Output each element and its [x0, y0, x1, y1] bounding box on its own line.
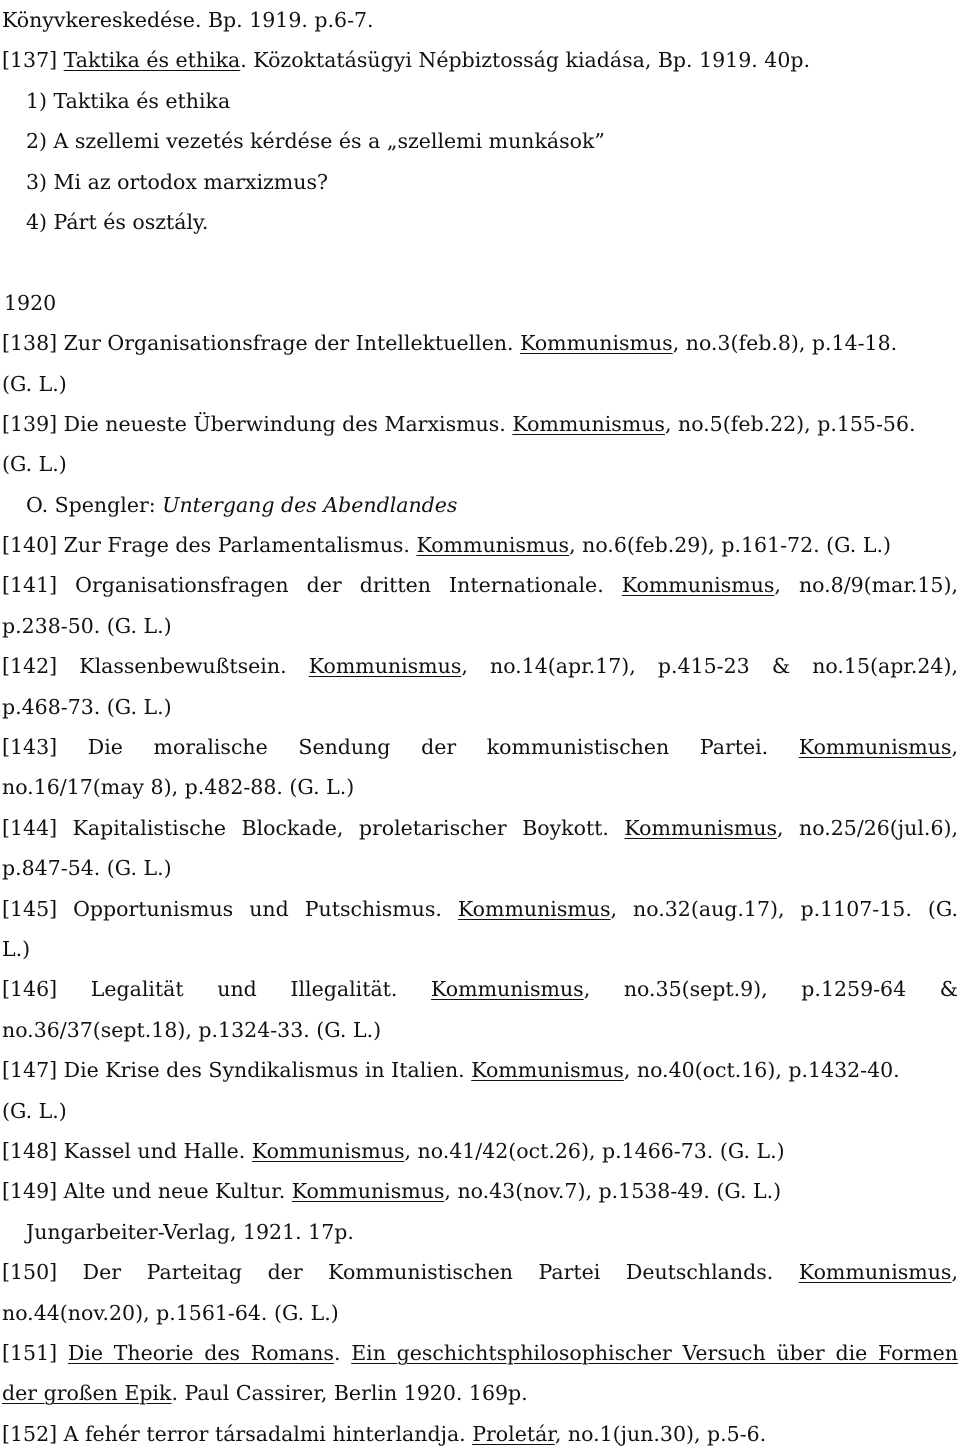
entry-continuation: no.16/17(may 8), p.482-88. (G. L.)	[2, 775, 355, 800]
journal-title: Kommunismus	[520, 331, 673, 356]
entry-continuation: Könyvkereskedése. Bp. 1919. p.6-7.	[2, 8, 374, 32]
journal-title: Kommunismus	[251, 1138, 405, 1163]
journal-title: Kommunismus	[457, 896, 611, 921]
book-subtitle: der großen Epik	[2, 1381, 172, 1406]
entry-continuation: no.36/37(sept.18), p.1324-33. (G. L.)	[2, 1017, 382, 1042]
journal-title: Proletár	[472, 1421, 555, 1446]
book-title: Untergang des Abendlandes	[162, 492, 458, 517]
journal-title: Kommunismus	[291, 1179, 445, 1204]
entry-continuation: L.)	[2, 936, 31, 961]
book-title: Die Theorie des Romans	[67, 1340, 334, 1365]
contents-item: 4) Párt és osztály.	[26, 209, 209, 234]
entry-139: [139] Die neueste Überwindung des Marxismus. Kommunismus, no.5(feb.22), p.155-56.	[2, 411, 916, 436]
entry-continuation: p.468-73. (G. L.)	[2, 694, 172, 719]
contents-item: 2) A szellemi vezetés kérdése és a „szellemi munkások”	[26, 129, 605, 154]
entry-148: [148] Kassel und Halle. Kommunismus, no.41/42(oct.26), p.1466-73. (G. L.)	[2, 1138, 785, 1163]
entry-translator: (G. L.)	[2, 452, 67, 477]
contents-item: 3) Mi az ortodox marxizmus?	[26, 169, 328, 194]
journal-title: Kommunismus	[798, 735, 952, 760]
journal-title: Kommunismus	[512, 411, 665, 436]
entry-continuation: p.847-54. (G. L.)	[2, 856, 172, 881]
title-link: Taktika és ethika	[63, 48, 241, 73]
spacer	[2, 242, 958, 282]
entry-143: [143] Die moralische Sendung der kommunistischen Partei. Kommunismus,	[2, 735, 958, 760]
journal-title: Kommunismus	[431, 977, 584, 1002]
entry-137: [137] Taktika és ethika. Közoktatásügyi Népbiztosság kiadása, Bp. 1919. 40p.	[2, 48, 811, 73]
journal-title: Kommunismus	[621, 573, 775, 598]
year-heading: 1920	[4, 290, 57, 315]
entry-note: O. Spengler: Untergang des Abendlandes	[26, 492, 458, 517]
book-subtitle: Ein geschichtsphilosophischer Versuch über die Formen	[351, 1340, 958, 1365]
entry-146: [146] Legalität und Illegalität. Kommunismus, no.35(sept.9), p.1259-64 &	[2, 977, 958, 1002]
entry-151: [151] Die Theorie des Romans. Ein geschichtsphilosophischer Versuch über die Formen	[2, 1340, 958, 1365]
journal-title: Kommunismus	[624, 815, 778, 840]
entry-142: [142] Klassenbewußtsein. Kommunismus, no.14(apr.17), p.415-23 & no.15(apr.24),	[2, 654, 958, 679]
journal-title: Kommunismus	[798, 1260, 952, 1285]
entry-149: [149] Alte und neue Kultur. Kommunismus, no.43(nov.7), p.1538-49. (G. L.)	[2, 1179, 782, 1204]
contents-item: 1) Taktika és ethika	[26, 88, 231, 113]
entry-138: [138] Zur Organisationsfrage der Intellektuellen. Kommunismus, no.3(feb.8), p.14-18.	[2, 331, 898, 356]
entry-continuation: der großen Epik. Paul Cassirer, Berlin 1920. 169p.	[2, 1381, 528, 1406]
entry-continuation: no.44(nov.20), p.1561-64. (G. L.)	[2, 1300, 339, 1325]
entry-translator: (G. L.)	[2, 1098, 67, 1123]
entry-continuation: p.238-50. (G. L.)	[2, 613, 172, 638]
entry-145: [145] Opportunismus und Putschismus. Kommunismus, no.32(aug.17), p.1107-15. (G.	[2, 896, 958, 921]
entry-152: [152] A fehér terror társadalmi hinterlandja. Proletár, no.1(jun.30), p.5-6.	[2, 1421, 767, 1446]
journal-title: Kommunismus	[471, 1058, 624, 1083]
entry-147: [147] Die Krise des Syndikalismus in Italien. Kommunismus, no.40(oct.16), p.1432-40.	[2, 1058, 900, 1083]
entry-150: [150] Der Parteitag der Kommunistischen Partei Deutschlands. Kommunismus,	[2, 1260, 958, 1285]
entry-publisher: Jungarbeiter-Verlag, 1921. 17p.	[26, 1219, 354, 1244]
entry-141: [141] Organisationsfragen der dritten Internationale. Kommunismus, no.8/9(mar.15),	[2, 573, 958, 598]
entry-140: [140] Zur Frage des Parlamentalismus. Kommunismus, no.6(feb.29), p.161-72. (G. L.)	[2, 533, 891, 558]
entry-translator: (G. L.)	[2, 371, 67, 396]
bibliography-page	[2, 0, 958, 1454]
journal-title: Kommunismus	[308, 654, 462, 679]
entry-144: [144] Kapitalistische Blockade, proletarischer Boykott. Kommunismus, no.25/26(jul.6),	[2, 815, 958, 840]
journal-title: Kommunismus	[416, 533, 570, 558]
